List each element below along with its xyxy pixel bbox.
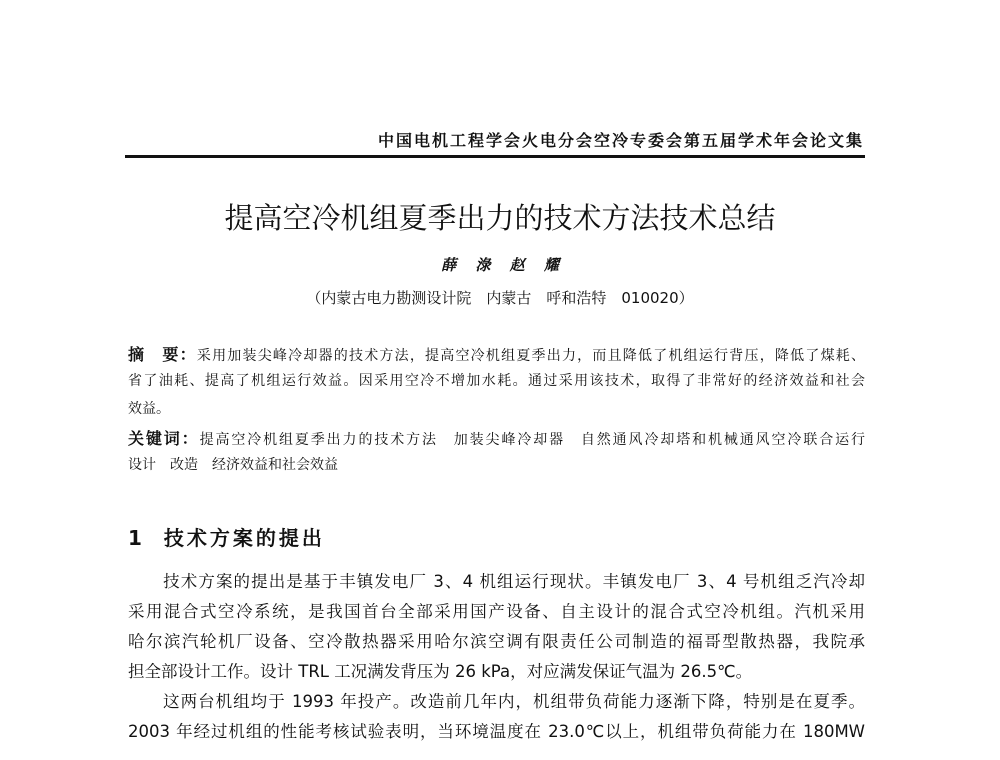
section-number: 1 <box>128 526 142 550</box>
authors: 薛 淥 赵 耀 <box>441 256 559 274</box>
body-line: 2003 年经过机组的性能考核试验表明，当环境温度在 23.0℃以上，机组带负荷能力在 180MW <box>128 722 865 741</box>
abstract-text: 采用加装尖峰冷却器的技术方法，提高空冷机组夏季出力，而且降低了机组运行背压，降低了煤耗、 <box>196 348 865 364</box>
body-line: 技术方案的提出是基于丰镇发电厂 3、4 机组运行现状。丰镇发电厂 3、4 号机组乏汽冷却 <box>128 572 865 591</box>
paper-title: 提高空冷机组夏季出力的技术方法技术总结 <box>224 201 776 235</box>
body-line: 采用混合式空冷系统，是我国首台全部采用国产设备、自主设计的混合式空冷机组。汽机采用 <box>128 602 865 621</box>
keywords-line <box>128 426 865 449</box>
abstract-line: 省了油耗、提高了机组运行效益。因采用空冷不增加水耗。通过采用该技术，取得了非常好的经济效益和社会 <box>128 373 865 389</box>
keywords-line: 设计 改造 经济效益和社会效益 <box>128 457 338 473</box>
section-title: 技术方案的提出 <box>163 526 325 550</box>
keywords-text: 提高空冷机组夏季出力的技术方法 加装尖峰冷却器 自然通风冷却塔和机械通风空冷联合运行 <box>199 432 865 448</box>
abstract-line: 效益。 <box>128 401 170 417</box>
header-rule <box>125 155 865 158</box>
body-line: 哈尔滨汽轮机厂设备、空冷散热器采用哈尔滨空调有限责任公司制造的福哥型散热器，我院承 <box>128 632 865 651</box>
body-line: 担全部设计工作。设计 TRL 工况满发背压为 26 kPa，对应满发保证气温为 26.5℃。 <box>128 662 753 681</box>
keywords-label: 关键词： <box>128 429 200 448</box>
abstract-label: 摘 要： <box>128 345 197 364</box>
affiliation: （内蒙古电力勘测设计院 内蒙古 呼和浩特 010020） <box>306 289 694 307</box>
body-line: 这两台机组均于 1993 年投产。改造前几年内，机组带负荷能力逐渐下降，特别是在夏季。 <box>128 692 865 711</box>
section-heading <box>128 522 347 551</box>
running-header: 中国电机工程学会火电分会空冷专委会第五届学术年会论文集 <box>377 131 864 150</box>
abstract-line <box>128 342 865 365</box>
